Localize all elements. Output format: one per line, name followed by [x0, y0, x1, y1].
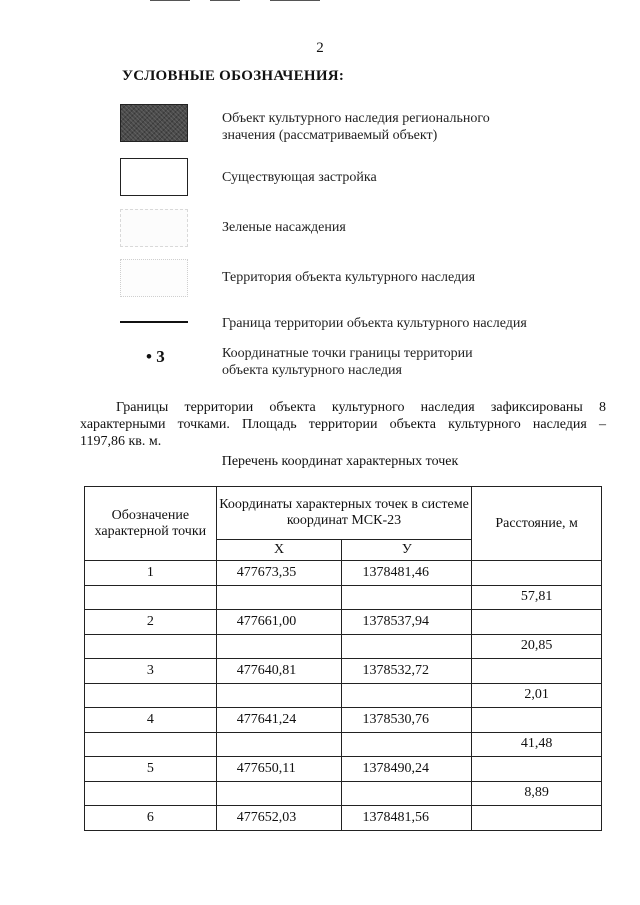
header-x: X [216, 540, 342, 561]
header-distance: Расстояние, м [472, 487, 602, 561]
point-cell [85, 585, 217, 610]
existing-building-swatch [120, 158, 188, 196]
table-row [85, 806, 602, 831]
y-cell: 1378532,72 [342, 659, 472, 684]
table-row [85, 683, 602, 708]
y-cell: 1378490,24 [342, 757, 472, 782]
distance-cell: 2,01 [472, 683, 602, 708]
heritage-object-swatch [120, 104, 188, 142]
legend-item-heritage-territory: Территория объекта культурного наследия [222, 270, 476, 285]
legend-item-coordinate-points: Координатные точки границы территории объекта культурного наследия [222, 346, 473, 378]
legend-item-existing-building: Существующая застройка [222, 170, 377, 185]
boundary-description: Границы территории объекта культурного наследия зафиксированы 8 характерными точками. Площадь территории объекта культурного наследия – 1197,86 кв. м. [80, 400, 606, 449]
distance-cell [472, 806, 602, 831]
page-number: 2 [316, 40, 324, 56]
y-cell: 1378537,94 [342, 610, 472, 635]
legend-item-green-space: Зеленые насаждения [222, 220, 346, 235]
y-cell [342, 781, 472, 806]
table-caption: Перечень координат характерных точек [221, 454, 459, 469]
y-cell: 1378481,56 [342, 806, 472, 831]
distance-cell: 41,48 [472, 732, 602, 757]
distance-cell [472, 610, 602, 635]
legend-item-heritage-object: Объект культурного наследия регионального значения (рассматриваемый объект) [222, 111, 490, 143]
x-cell [216, 683, 342, 708]
scan-artifact [150, 0, 360, 2]
legend-title: УСЛОВНЫЕ ОБОЗНАЧЕНИЯ: [122, 68, 345, 84]
x-cell: 477652,03 [216, 806, 342, 831]
distance-cell [472, 757, 602, 782]
distance-cell [472, 708, 602, 733]
point-cell: 6 [85, 806, 217, 831]
header-y: У [342, 540, 472, 561]
boundary-line-swatch [120, 321, 188, 323]
legend-item-boundary: Граница территории объекта культурного наследия [222, 316, 527, 331]
coordinate-point-symbol: • 3 [146, 347, 165, 366]
x-cell: 477650,11 [216, 757, 342, 782]
y-cell [342, 683, 472, 708]
point-cell: 5 [85, 757, 217, 782]
distance-cell: 20,85 [472, 634, 602, 659]
x-cell: 477673,35 [216, 561, 342, 586]
point-cell [85, 732, 217, 757]
coordinates-table [84, 486, 602, 831]
point-cell [85, 781, 217, 806]
point-cell [85, 683, 217, 708]
point-cell: 4 [85, 708, 217, 733]
y-cell [342, 634, 472, 659]
point-cell [85, 634, 217, 659]
distance-cell: 8,89 [472, 781, 602, 806]
x-cell: 477661,00 [216, 610, 342, 635]
distance-cell: 57,81 [472, 585, 602, 610]
x-cell: 477641,24 [216, 708, 342, 733]
distance-cell [472, 561, 602, 586]
y-cell: 1378530,76 [342, 708, 472, 733]
distance-cell [472, 659, 602, 684]
table-row [85, 634, 602, 659]
table-row [85, 610, 602, 635]
point-cell: 1 [85, 561, 217, 586]
table-row [85, 561, 602, 586]
table-row [85, 585, 602, 610]
x-cell [216, 732, 342, 757]
x-cell: 477640,81 [216, 659, 342, 684]
header-point: Обозначение характерной точки [85, 487, 217, 561]
header-coords: Координаты характерных точек в системе координат МСК-23 [216, 487, 472, 540]
point-cell: 2 [85, 610, 217, 635]
table-row [85, 659, 602, 684]
table-row [85, 732, 602, 757]
y-cell: 1378481,46 [342, 561, 472, 586]
table-row [85, 757, 602, 782]
green-space-swatch [120, 209, 188, 247]
x-cell [216, 781, 342, 806]
y-cell [342, 732, 472, 757]
heritage-territory-swatch [120, 259, 188, 297]
y-cell [342, 585, 472, 610]
table-row [85, 708, 602, 733]
table-row [85, 781, 602, 806]
point-cell: 3 [85, 659, 217, 684]
x-cell [216, 634, 342, 659]
x-cell [216, 585, 342, 610]
